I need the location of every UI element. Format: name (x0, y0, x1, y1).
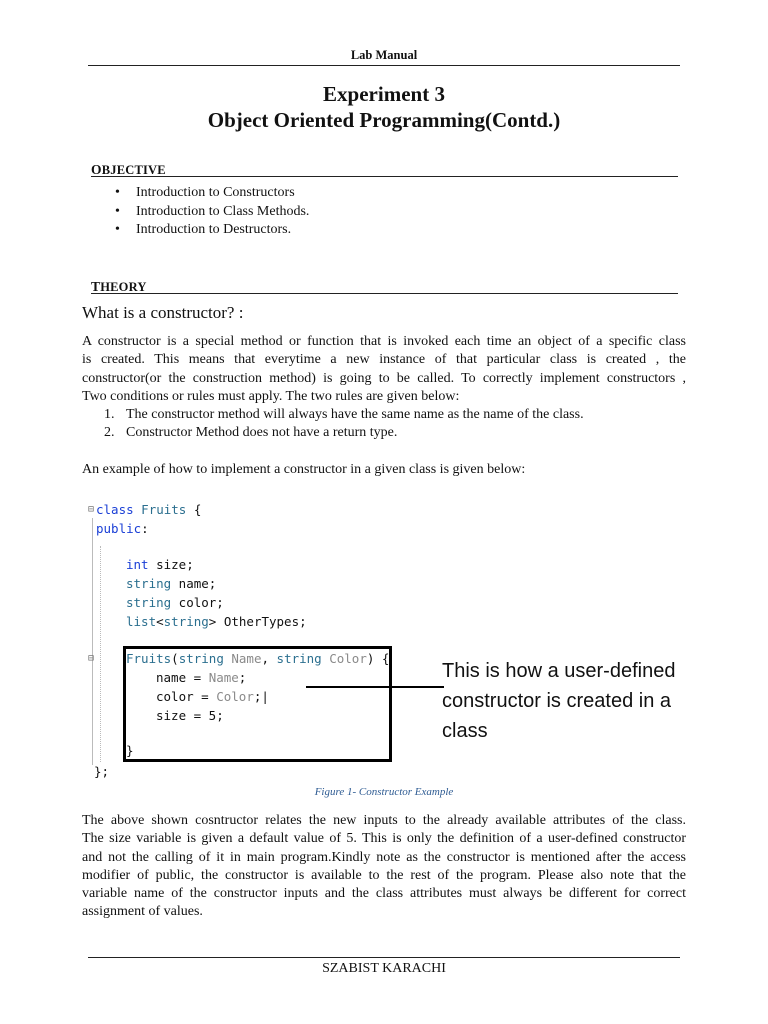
theory-heading-rest: HEORY (100, 280, 147, 294)
code-line: name = Name; (156, 670, 247, 685)
code-line: color = Color;| (156, 689, 269, 704)
code-line: list<string> OtherTypes; (126, 614, 307, 629)
example-intro: An example of how to implement a constructor in a given class is given below: (82, 462, 526, 477)
code-line: Fruits(string Name, string Color) { (126, 651, 390, 666)
paragraph-line: constructor(or the construction method) is going to be called. To correctly implement constructors , (82, 370, 686, 386)
code-line: public: (96, 521, 149, 536)
list-number: 1. (104, 407, 115, 422)
code-line: size = 5; (156, 708, 224, 723)
figure-caption: Figure 1- Constructor Example (314, 786, 454, 798)
list-text: Constructor Method does not have a return type. (126, 425, 398, 441)
experiment-title: Object Oriented Programming(Contd.) (207, 108, 561, 132)
paragraph-line: modifier of public, the constructor is available to the rest of the program. Please also note that the (82, 867, 686, 883)
code-line: string color; (126, 595, 224, 610)
list-item (82, 406, 584, 424)
paragraph-line: assignment of values. (82, 904, 203, 920)
indent-guide (100, 546, 101, 762)
fold-collapse-icon: ⊟ (88, 504, 95, 515)
paragraph-line: A constructor is a special method or function that is invoked each time an object of a specific class (82, 334, 686, 349)
objective-rule (91, 176, 678, 177)
list-number: 2. (104, 425, 115, 441)
constructor-highlight-box (123, 646, 392, 762)
figure-annotation: This is how a user-defined constructor is created in a class (442, 660, 676, 742)
code-line: } (126, 743, 134, 758)
list-item: • Introduction to Class Methods. (91, 203, 309, 222)
running-header: Lab Manual (350, 48, 418, 62)
paragraph-line: and not the calling of it in main program.Kindly note as the constructor is mentioned after the access (82, 849, 686, 865)
list-text: The constructor method will always have the same name as the name of the class. (126, 407, 584, 422)
paragraph-line: The above shown cosntructor relates the new inputs to the already available attributes of the class. (82, 813, 686, 828)
theory-heading-initial: T (91, 279, 101, 294)
code-gutter-guide (92, 518, 93, 765)
list-item: • Introduction to Constructors (91, 184, 309, 203)
objective-list (91, 184, 309, 240)
header-rule (88, 65, 680, 66)
code-line: string name; (126, 576, 217, 591)
experiment-number: Experiment 3 (323, 82, 445, 106)
rules-list (82, 406, 584, 443)
theory-rule (91, 293, 678, 294)
code-line: class Fruits { (96, 502, 202, 517)
list-item (82, 424, 584, 442)
paragraph-line: Two conditions or rules must apply. The two rules are given below: (82, 388, 460, 404)
paragraph-explanation (82, 812, 686, 922)
paragraph-line: is created. This means that everytime a new instance of that particular class is created , the (82, 352, 686, 368)
list-item: • Introduction to Destructors. (91, 221, 309, 240)
code-line: }; (94, 764, 110, 779)
paragraph-intro (82, 333, 686, 406)
code-line: int size; (126, 557, 194, 572)
objective-heading-rest: BJECTIVE (101, 163, 166, 177)
footer-rule (88, 957, 680, 958)
section-question: What is a constructor? : (82, 303, 244, 322)
fold-collapse-icon: ⊟ (88, 653, 95, 664)
running-footer: SZABIST KARACHI (322, 961, 446, 976)
callout-line (306, 686, 444, 688)
objective-heading-initial: O (91, 162, 102, 177)
paragraph-line: variable name of the constructor inputs and the class attributes must always be different for correct (82, 886, 686, 902)
paragraph-line: The size variable is given a default value of 5. This is only the definition of a user-defined constructor (82, 831, 686, 847)
